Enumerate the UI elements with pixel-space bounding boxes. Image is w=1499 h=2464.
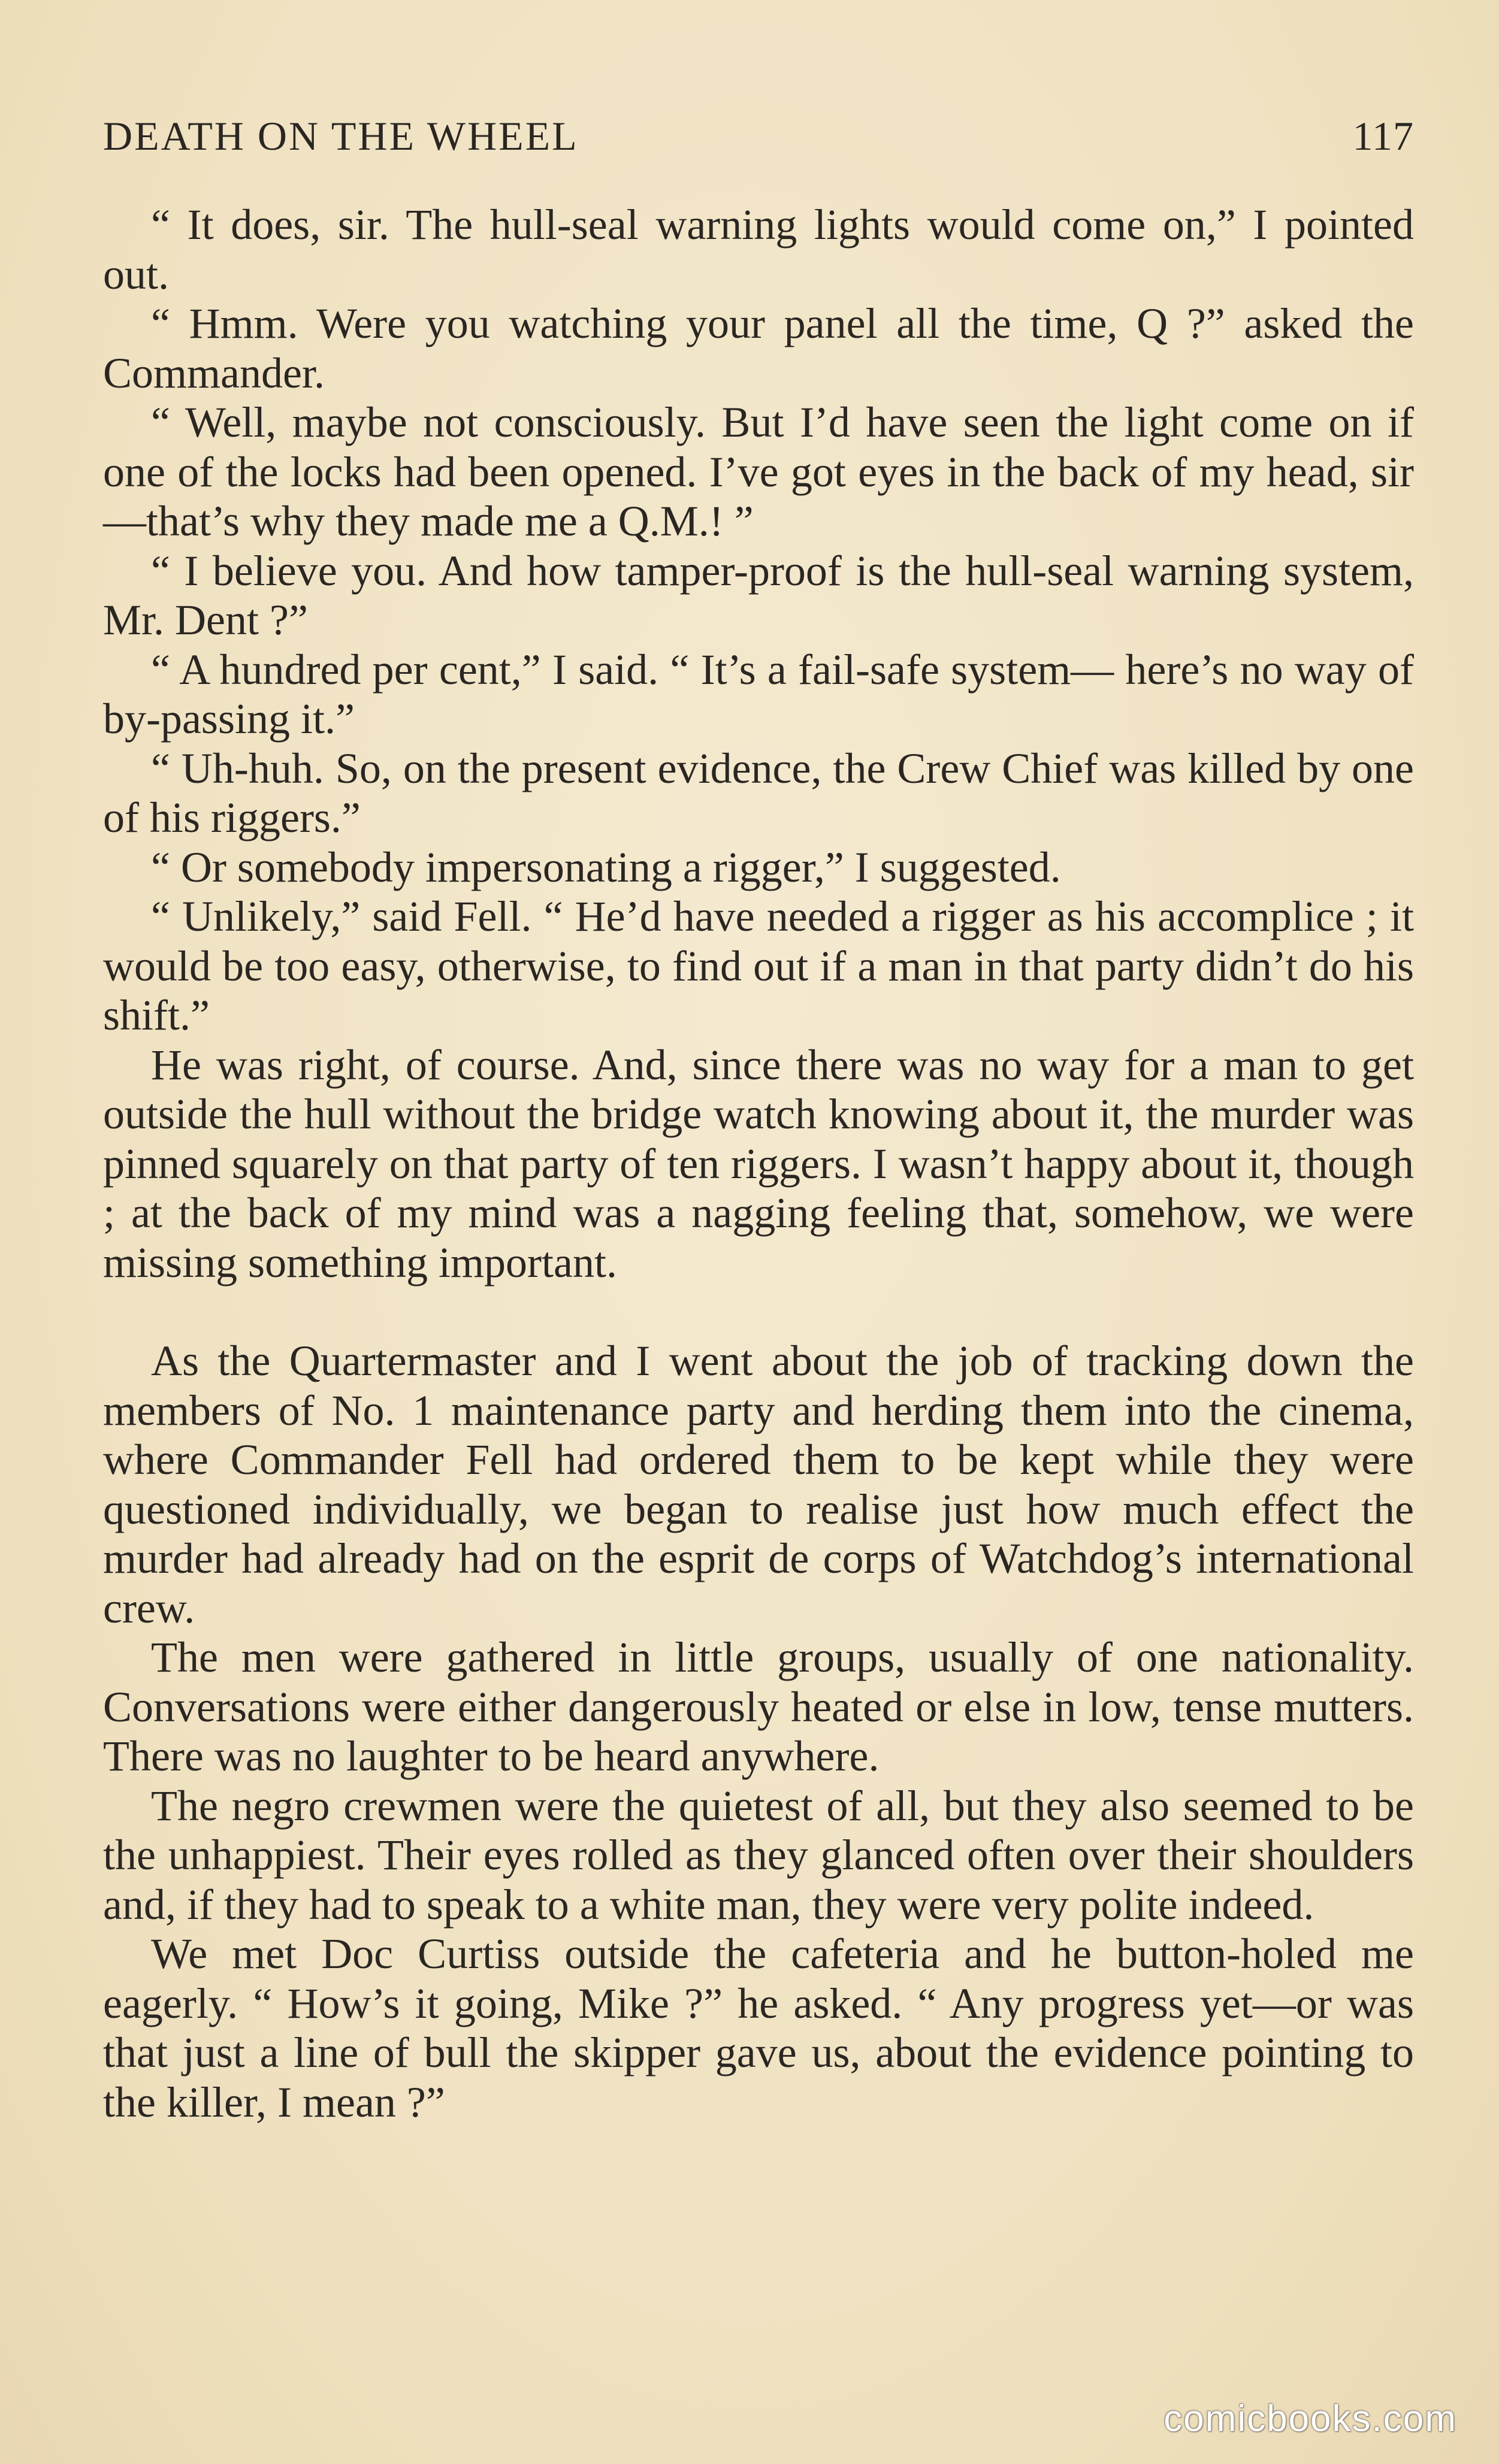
paragraph: “ Well, maybe not consciously. But I’d have seen the light come on if one of the locks had been opened. I’ve got eyes in the back of my head, sir—that’s why they made me a Q.M.! ”	[103, 398, 1414, 545]
paragraph: We met Doc Curtiss outside the cafeteria and he button-holed me eagerly. “ How’s it going, Mike ?” he asked. “ Any progress yet—or was that just a line of bull the skipper gave us, about the evidence pointing to the killer, I mean ?”	[103, 1930, 1414, 2126]
book-page	[103, 113, 1414, 2127]
paragraph: “ It does, sir. The hull-seal warning lights would come on,” I pointed out.	[103, 201, 1414, 298]
paragraph: “ Hmm. Were you watching your panel all the time, Q ?” asked the Commander.	[103, 299, 1414, 397]
page-number: 117	[1352, 113, 1414, 159]
paragraph: As the Quartermaster and I went about the job of tracking down the members of No. 1 maintenance party and herding them into the cinema, where Commander Fell had ordered them to be kept while they were questioned individually, we began to realise just how much effect the murder had already had on the esprit de corps of Watchdog’s international crew.	[103, 1337, 1414, 1632]
paragraph: The men were gathered in little groups, usually of one nationality. Conversations were either dangerously heated or else in low, tense mutters. There was no laughter to be heard anywhere.	[103, 1633, 1414, 1780]
paragraph: The negro crewmen were the quietest of all, but they also seemed to be the unhappiest. Their eyes rolled as they glanced often over their shoulders and, if they had to speak to a white man, they were very polite indeed.	[103, 1781, 1414, 1929]
paragraph: “ Or somebody impersonating a rigger,” I suggested.	[151, 843, 1061, 891]
paragraph: “ Unlikely,” said Fell. “ He’d have needed a rigger as his accomplice ; it would be too easy, otherwise, to find out if a man in that party didn’t do his shift.”	[103, 892, 1414, 1039]
chapter-title: DEATH ON THE WHEEL	[103, 113, 579, 159]
section-break	[103, 1287, 1414, 1336]
body-text	[103, 200, 1414, 2127]
paragraph: He was right, of course. And, since there was no way for a man to get outside the hull without the bridge watch knowing about it, the murder was pinned squarely on that party of ten riggers. I wasn’t happy about it, though ; at the back of my mind was a nagging feeling that, somehow, we were missing something important.	[103, 1040, 1414, 1287]
running-head	[103, 113, 1414, 170]
paragraph: “ Uh-huh. So, on the present evidence, the Crew Chief was killed by one of his riggers.”	[103, 744, 1414, 841]
paragraph: “ I believe you. And how tamper-proof is the hull-seal warning system, Mr. Dent ?”	[103, 546, 1414, 644]
watermark-logo: comicbooks.com	[1163, 2398, 1457, 2439]
paragraph: “ A hundred per cent,” I said. “ It’s a fail-safe system— here’s no way of by-passing it.”	[103, 645, 1414, 743]
